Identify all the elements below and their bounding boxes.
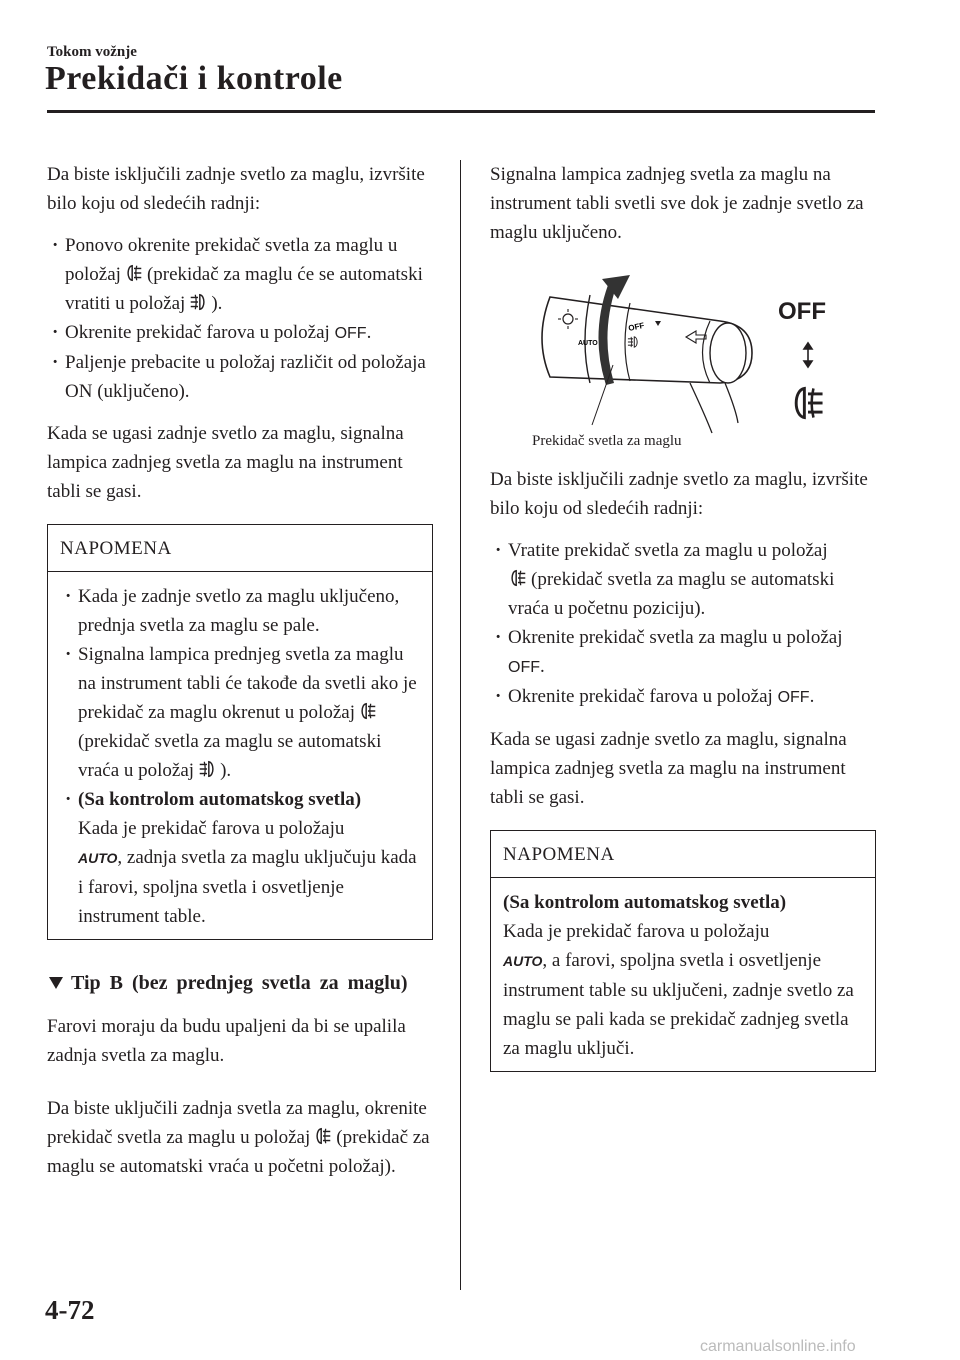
- list-item: · Vratite prekidač svetla za maglu u položaj (prekidač svetla za maglu se automatski vraća u početnu poziciju).: [490, 536, 876, 623]
- rear-fog-icon: [313, 1126, 333, 1146]
- front-fog-icon: [197, 759, 217, 779]
- off-label: OFF: [334, 325, 367, 342]
- note-item: · (Sa kontrolom automatskog svetla) Kada je prekidač farova u položaju AUTO, zadnja svetla za maglu uključuju kada i farovi, spoljna svetla i osvetljenje instrument table.: [60, 785, 422, 931]
- off-label: OFF: [508, 659, 540, 676]
- paragraph-indicator-off: Kada se ugasi zadnje svetlo za maglu, signalna lampica zadnjeg svetla za maglu na instrument tabli se gasi.: [47, 423, 404, 502]
- note-bold: (Sa kontrolom automatskog svetla): [503, 892, 787, 913]
- turn-off-list: [47, 231, 433, 406]
- list-item: · Okrenite prekidač svetla za maglu u položaj OFF.: [490, 623, 876, 682]
- figure-caption: Prekidač svetla za maglu: [532, 433, 682, 449]
- subsection-heading: Tip B (bez prednjeg svetla za maglu): [47, 968, 433, 998]
- auto-label: AUTO: [503, 953, 543, 969]
- auto-label: AUTO: [78, 850, 118, 866]
- note-text: , a farovi, spoljna svetla i osvetljenje instrument table su uključeni, zadnje svetlo za maglu se pali kada se prekidač zadnjeg svetla za maglu uključi.: [503, 950, 854, 1059]
- note-text: Kada je prekidač farova u položaju: [503, 921, 770, 942]
- note-body: [48, 572, 432, 939]
- page-number: 4-72: [45, 1295, 95, 1325]
- note-item: · Kada je zadnje svetlo za maglu uključeno, prednja svetla za maglu se pale.: [60, 582, 422, 640]
- list-item: · Paljenje prebacite u položaj različit od položaja ON (uključeno).: [47, 348, 433, 406]
- turn-off-list-b: [490, 536, 876, 712]
- fog-switch-figure: [490, 265, 876, 455]
- section-label: Tokom vožnje: [47, 44, 137, 60]
- stalk-off-text: OFF: [627, 320, 646, 333]
- page-title: Prekidači i kontrole: [45, 60, 343, 97]
- list-item: · Ponovo okrenite prekidač svetla za maglu u položaj (prekidač za maglu će se automatski vratiti u položaj ).: [47, 231, 433, 318]
- column-divider: [460, 160, 461, 1290]
- note-item: · Signalna lampica prednjeg svetla za maglu na instrument tabli će takođe da svetli ako je prekidač za maglu okrenut u položaj(prekidač svetla za maglu se automatski vraća u položaj ).: [60, 640, 422, 785]
- front-fog-icon: [188, 292, 208, 312]
- paragraph-indicator-off-b: Kada se ugasi zadnje svetlo za maglu, signalna lampica zadnjeg svetla za maglu na instrument tabli se gasi.: [490, 729, 847, 808]
- off-label: OFF: [777, 689, 810, 706]
- paragraph-turn-on: Da biste uključili zadnja svetla za maglu, okrenite prekidač svetla za maglu u položaj (prekidač za maglu se automatski vraća u početni položaj).: [47, 1098, 430, 1177]
- note-box: [47, 524, 433, 940]
- watermark: carmanualsonline.info: [700, 1338, 856, 1355]
- paragraph-turn-off-b: Da biste isključili zadnje svetlo za maglu, izvršite bilo koju od sledećih radnji:: [490, 469, 868, 519]
- note-box: [490, 830, 876, 1072]
- note-title: NAPOMENA: [491, 831, 875, 878]
- right-column: [490, 160, 876, 1100]
- rear-fog-icon: [508, 568, 528, 588]
- list-item: · Okrenite prekidač farova u položaj OFF.: [490, 682, 876, 712]
- rear-fog-icon: [358, 701, 378, 721]
- paragraph-turn-off: Da biste isključili zadnje svetlo za maglu, izvršite bilo koju od sledećih radnji:: [47, 164, 425, 214]
- paragraph-indicator-on: Signalna lampica zadnjeg svetla za maglu na instrument tabli svetli sve dok je zadnje svetlo za maglu uključeno.: [490, 164, 864, 243]
- note-body: [491, 878, 875, 1071]
- left-column: [47, 160, 433, 1194]
- stalk-auto-text: AUTO: [578, 340, 598, 347]
- list-item: · Okrenite prekidač farova u položaj OFF.: [47, 318, 433, 348]
- triangle-marker-icon: [47, 968, 65, 994]
- off-position-label: OFF: [778, 298, 826, 325]
- rear-fog-icon: [124, 263, 144, 283]
- header-rule: [47, 110, 875, 113]
- note-title: NAPOMENA: [48, 525, 432, 572]
- paragraph-headlights: Farovi moraju da budu upaljeni da bi se upalila zadnja svetla za maglu.: [47, 1016, 406, 1066]
